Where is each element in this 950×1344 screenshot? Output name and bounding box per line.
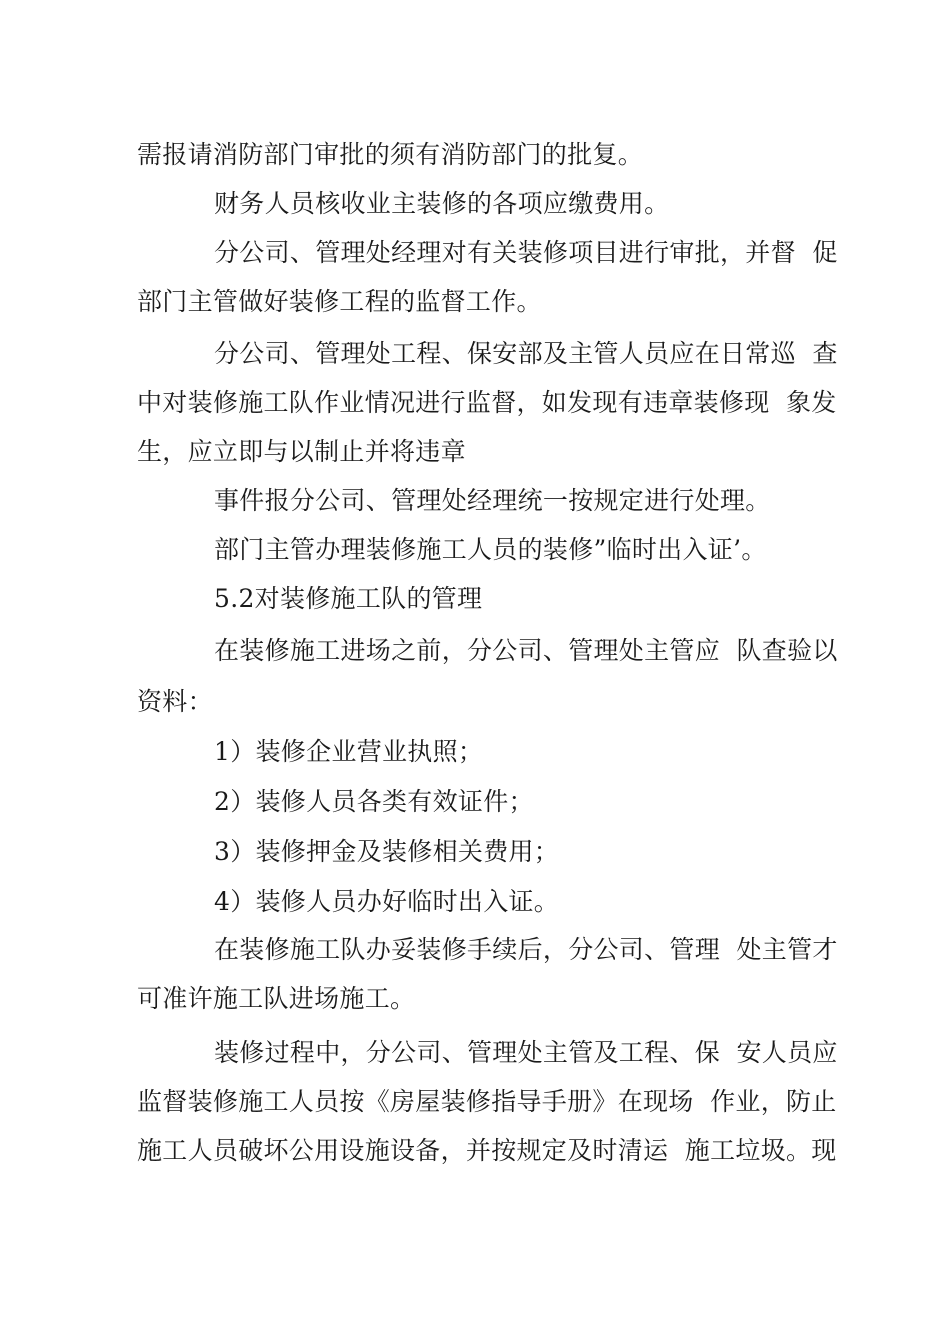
text-line: 分公司、管理处经理对有关装修项目进行审批，并督 促 [214,238,838,267]
text-line: 部门主管做好装修工程的监督工作。 [137,287,542,316]
text-line: 中对装修施工队作业情况进行监督，如发现有违章装修现 象发 [137,388,837,417]
text-line: 需报请消防部门审批的须有消防部门的批复。 [137,140,644,169]
text-line: 财务人员核收业主装修的各项应缴费用。 [214,189,670,218]
section-heading: 5.2对装修施工队的管理 [214,584,483,613]
text-line: 在装修施工队办妥装修手续后，分公司、管理 处主管才 [214,935,838,964]
text-line: 分公司、管理处工程、保安部及主管人员应在日常巡 查 [214,339,838,368]
list-item: 4）装修人员办好临时出入证。 [214,887,560,916]
text-line: 资料： [137,687,213,716]
text-line: 装修过程中，分公司、管理处主管及工程、保 安人员应 [214,1038,838,1067]
text-line: 事件报分公司、管理处经理统一按规定进行处理。 [214,486,771,515]
text-line: 监督装修施工人员按《房屋装修指导手册》在现场 作业，防止 [137,1087,837,1116]
text-line: 部门主管办理装修施工人员的装修”临时出入证’。 [214,535,767,564]
text-line: 施工人员破坏公用设施设备，并按规定及时清运 施工垃圾。现 [137,1136,837,1165]
list-item: 3）装修押金及装修相关费用； [214,837,560,866]
text-line: 生，应立即与以制止并将违章 [137,437,466,466]
list-item: 2）装修人员各类有效证件； [214,787,534,816]
text-line: 可准许施工队进场施工。 [137,984,416,1013]
list-item: 1）装修企业营业执照； [214,737,484,766]
text-line: 在装修施工进场之前，分公司、管理处主管应 队查验以 [214,636,838,665]
